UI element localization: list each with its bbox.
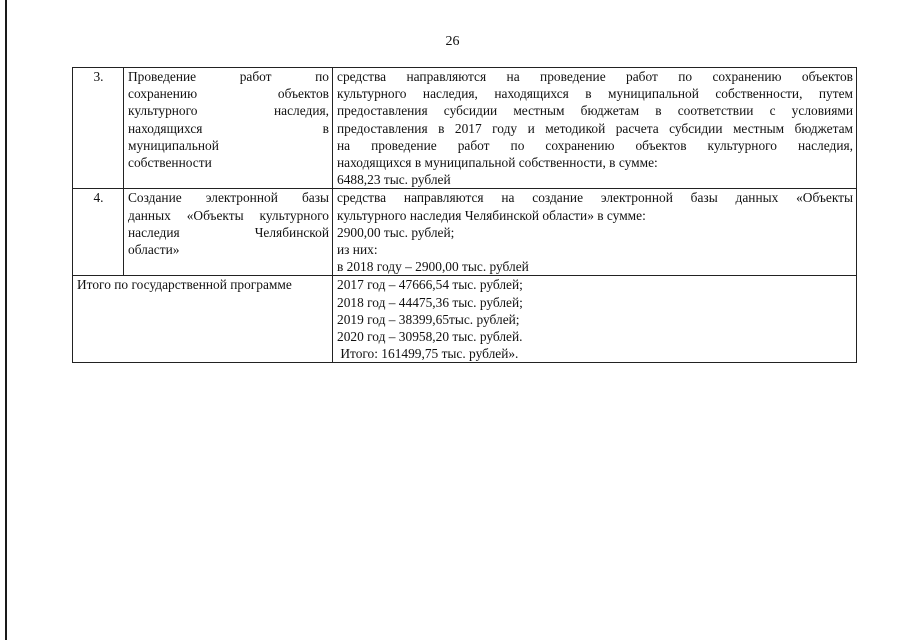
row-number: 3. bbox=[73, 68, 124, 189]
total-line: 2018 год – 44475,36 тыс. рублей; bbox=[337, 294, 523, 310]
total-line: Итого: 161499,75 тыс. рублей». bbox=[337, 346, 519, 362]
name-line: сохранению объектов bbox=[128, 86, 329, 102]
name-line: собственности bbox=[128, 155, 212, 171]
row-description bbox=[333, 68, 857, 189]
description-line: 2900,00 тыс. рублей; bbox=[337, 224, 455, 240]
description-line: средства направляются на проведение работ по сохранению объектов bbox=[337, 69, 853, 84]
total-line: 2017 год – 47666,54 тыс. рублей; bbox=[337, 277, 523, 293]
name-line: Создание электронной базы bbox=[128, 190, 329, 206]
description-line: средства направляются на создание электронной базы данных «Объекты bbox=[337, 190, 853, 206]
description-line: культурного наследия, находящихся в муниципальной собственности, путем bbox=[337, 86, 853, 102]
description-line: из них: bbox=[337, 242, 378, 258]
description-line: на проведение работ по сохранению объектов культурного наследия, bbox=[337, 137, 853, 153]
name-line: находящихся в bbox=[128, 120, 329, 136]
name-line: области» bbox=[128, 242, 180, 258]
scan-edge-line bbox=[5, 0, 7, 640]
row-number: 4. bbox=[73, 189, 124, 276]
name-line: культурного наследия, bbox=[128, 103, 329, 119]
description-line: 6488,23 тыс. рублей bbox=[337, 172, 451, 188]
table-row bbox=[73, 68, 857, 189]
description-line: находящихся в муниципальной собственности, в сумме: bbox=[337, 155, 658, 171]
total-values bbox=[333, 276, 857, 363]
row-name bbox=[124, 68, 333, 189]
total-line: 2019 год – 38399,65тыс. рублей; bbox=[337, 311, 520, 327]
row-name bbox=[124, 189, 333, 276]
description-line: культурного наследия Челябинской области» в сумме: bbox=[337, 207, 646, 223]
name-line: наследия Челябинской bbox=[128, 224, 329, 240]
program-table bbox=[72, 67, 857, 363]
table-row bbox=[73, 189, 857, 276]
description-line: в 2018 году – 2900,00 тыс. рублей bbox=[337, 259, 529, 275]
total-label: Итого по государственной программе bbox=[73, 276, 333, 363]
name-line: Проведение работ по bbox=[128, 69, 329, 84]
page-number: 26 bbox=[445, 34, 460, 49]
total-line: 2020 год – 30958,20 тыс. рублей. bbox=[337, 329, 523, 345]
description-line: предоставления субсидии местным бюджетам в соответствии с условиями bbox=[337, 103, 853, 119]
row-description bbox=[333, 189, 857, 276]
total-row bbox=[73, 276, 857, 363]
name-line: муниципальной bbox=[128, 137, 219, 153]
name-line: данных «Объекты культурного bbox=[128, 207, 329, 223]
description-line: предоставления в 2017 году и методикой расчета субсидии местным бюджетам bbox=[337, 120, 853, 136]
